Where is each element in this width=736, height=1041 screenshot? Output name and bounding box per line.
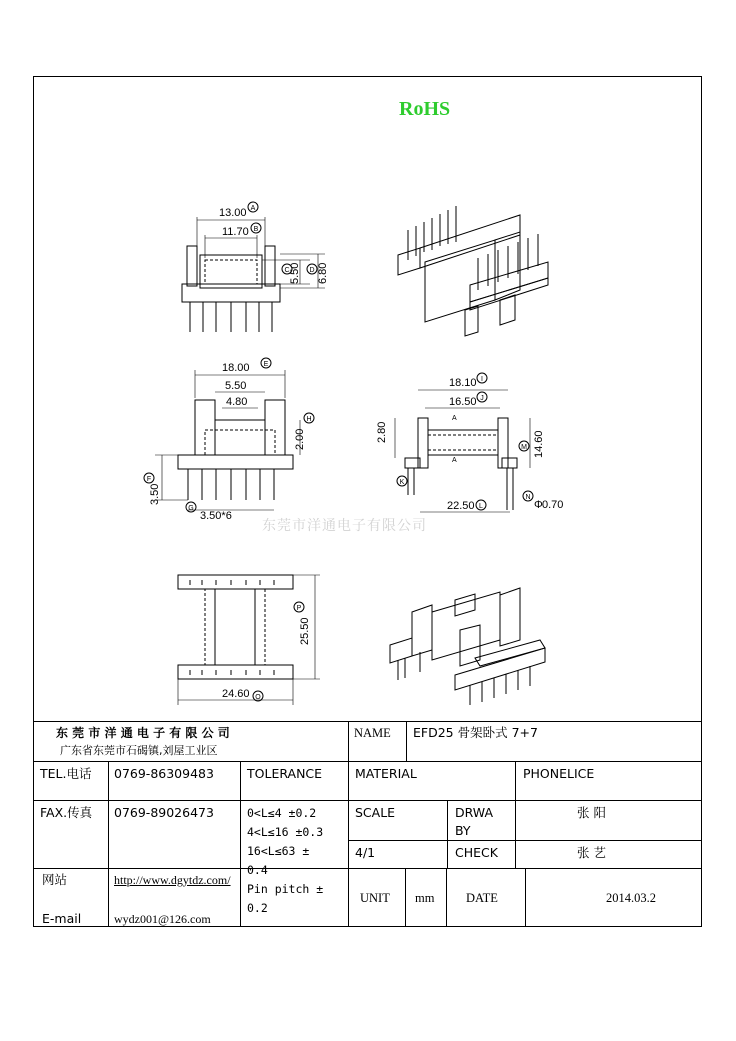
tb-vline-7 (515, 800, 516, 868)
fax-value: 0769-89026473 (114, 805, 214, 820)
dim-pin-pitch: 3.50*6 (200, 510, 232, 522)
marker-h: H (306, 416, 312, 423)
dim-top-width: 13.00 (219, 207, 247, 219)
tb-vline-2 (240, 761, 241, 927)
name-label: NAME (354, 726, 391, 740)
unit-label: UNIT (360, 891, 390, 905)
drawn-label-2: BY (455, 823, 471, 838)
tb-line-row2 (33, 761, 702, 762)
tb-vline-4 (406, 721, 407, 761)
fax-label: FAX.传真 (40, 805, 93, 820)
tb-vline-8 (405, 868, 406, 927)
dim-pin-dia-symbol: Φ (534, 499, 543, 511)
material-label: MATERIAL (355, 766, 417, 781)
tb-vline-5 (515, 761, 516, 800)
tolerance-line-1: 0<L≤4 ±0.2 (247, 806, 317, 820)
marker-p: P (296, 605, 302, 612)
check-label: CHECK (455, 845, 498, 860)
marker-b: B (253, 226, 259, 233)
tb-line-row3 (33, 800, 702, 801)
marker-j: J (480, 395, 484, 402)
tb-line-row5 (33, 868, 702, 869)
name-value: EFD25 骨架卧式 7+7 (413, 725, 538, 740)
rohs-label: RoHS (399, 98, 451, 120)
side-view-right (395, 373, 533, 512)
dim-mid-core: 4.80 (226, 396, 248, 408)
website-label: 网站 (42, 872, 68, 887)
marker-g: G (188, 505, 194, 512)
drawn-by: 张 阳 (577, 805, 606, 820)
marker-i: I (481, 376, 483, 383)
dim-side-inner: 16.50 (449, 396, 477, 408)
tb-vline-9 (446, 868, 447, 927)
tb-line-top (33, 721, 702, 722)
marker-c: C (284, 267, 290, 274)
front-view (182, 202, 325, 332)
dim-side-height: 14.60 (533, 430, 545, 458)
tolerance-line-3: 16<L≤63 ± (247, 844, 310, 858)
isometric-view-top (398, 206, 548, 336)
phenolic-label: PHONELICE (523, 766, 595, 781)
marker-o: O (255, 694, 261, 701)
marker-e: E (263, 361, 269, 368)
dim-mid-inner: 5.50 (225, 380, 247, 392)
date-value: 2014.03.2 (606, 891, 656, 905)
dim-pin-dia: 0.70 (542, 499, 564, 511)
scale-label: SCALE (355, 805, 396, 820)
dim-side-span: 22.50 (447, 500, 475, 512)
tel-value: 0769-86309483 (114, 766, 214, 781)
tolerance-line-5: Pin pitch ± (247, 882, 324, 896)
company-name: 东 莞 市 洋 通 电 子 有 限 公 司 (56, 726, 230, 740)
email-value: wydz001@126.com (114, 912, 211, 926)
tolerance-line-2: 4<L≤16 ±0.3 (247, 825, 324, 839)
dim-mid-gap: 2.00 (294, 428, 306, 450)
website-link[interactable]: http://www.dgytdz.com/ (114, 873, 231, 887)
section-marker-a2: A (452, 457, 457, 464)
dim-side-offset: 2.80 (376, 421, 388, 443)
watermark-text: 东莞市洋通电子有限公司 (262, 518, 427, 534)
scale-value: 4/1 (355, 845, 376, 860)
date-label: DATE (466, 891, 498, 905)
dim-inner-height: 5.50 (289, 262, 301, 284)
marker-f: F (146, 476, 152, 483)
company-address: 广东省东莞市石碣镇,刘屋工业区 (60, 744, 218, 757)
dim-mid-width: 18.00 (222, 362, 250, 374)
marker-k: K (399, 479, 405, 486)
email-label: E-mail (42, 911, 82, 926)
tb-vline-10 (525, 868, 526, 927)
tolerance-line-4: 0.4 (247, 863, 268, 877)
drawn-label-1: DRWA (455, 805, 494, 820)
dim-side-width: 18.10 (449, 377, 477, 389)
dim-pin-height: 3.50 (149, 483, 161, 505)
tolerance-line-6: 0.2 (247, 901, 268, 915)
marker-n: N (525, 494, 531, 501)
tel-label: TEL.电话 (40, 766, 92, 781)
dim-bottom-width: 24.60 (222, 688, 250, 700)
tb-vline-3 (348, 721, 349, 927)
dim-outer-height: 6.80 (317, 262, 329, 284)
marker-l: L (479, 503, 483, 510)
website-link-wrapper (114, 873, 231, 887)
tb-vline-1 (108, 761, 109, 927)
marker-a: A (250, 205, 256, 212)
marker-m: M (521, 444, 527, 451)
section-marker-a1: A (452, 415, 457, 422)
tolerance-label: TOLERANCE (247, 766, 323, 781)
isometric-view-bottom (390, 588, 545, 705)
dim-inner-width: 11.70 (222, 226, 249, 238)
checked-by: 张 艺 (577, 845, 606, 860)
dim-bottom-height: 25.50 (299, 617, 311, 645)
unit-value: mm (415, 891, 435, 905)
tb-vline-6 (447, 800, 448, 868)
marker-d: D (309, 267, 315, 274)
tb-line-row4 (348, 840, 702, 841)
